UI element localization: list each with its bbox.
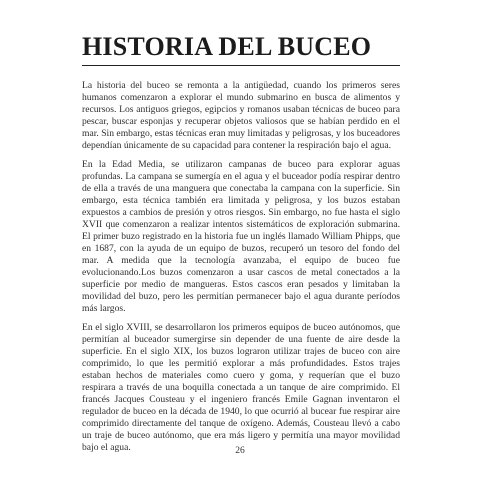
title-divider xyxy=(82,65,400,66)
paragraph-2: En la Edad Media, se utilizaron campanas de buceo para explorar aguas profundas. La campana se sumergía en el agua y el buceador podía respirar dentro de ella a través de una manguera que conectaba la campana con la superficie. Sin embargo, esta técnica también era limitada y peligrosa, y los buzos estaban expuestos a cambios de presión y otros riesgos. Sin embargo, no fue hasta el siglo XVII que comenzaron a realizar intentos sistemáticos de exploración submarina. El primer buzo registrado en la historia fue un inglés llamado William Phipps, que en 1687, con la ayuda de un equipo de buzos, recuperó un tesoro del fondo del mar. A medida que la tecnología avanzaba, el equipo de buceo fue evolucionando.Los buzos comenzaron a usar cascos de metal conectados a la superficie por medio de mangueras. Estos cascos eran pesados y limitaban la movilidad del buzo, pero les permitían permanecer bajo el agua durante períodos más largos. xyxy=(82,159,400,314)
page-number: 26 xyxy=(235,446,245,456)
page-title: HISTORIA DEL BUCEO xyxy=(82,32,372,61)
article-body xyxy=(82,80,400,461)
paragraph-3: En el siglo XVIII, se desarrollaron los primeros equipos de buceo autónomos, que permitían al buceador sumergirse sin depender de una fuente de aire desde la superficie. En el siglo XIX, los buzos lograron utilizar trajes de buceo con aire comprimido, lo que les permitió explorar a más profundidades. Estos trajes estaban hechos de materiales como cuero y goma, y requerían que el buzo respirara a través de una boquilla conectada a un tanque de aire comprimido. El francés Jacques Cousteau y el ingeniero francés Emile Gagnan inventaron el regulador de buceo en la década de 1940, lo que ocurrió al bucear fue respirar aire comprimido directamente del tanque de oxígeno. Además, Cousteau llevó a cabo un traje de buceo autónomo, que era más ligero y permitía una mayor movilidad bajo el agua. xyxy=(82,322,400,453)
paragraph-1: La historia del buceo se remonta a la antigüedad, cuando los primeros seres humanos comenzaron a explorar el mundo submarino en busca de alimentos y recursos. Los antiguos griegos, egipcios y romanos usaban técnicas de buceo para pescar, buscar esponjas y recuperar objetos valiosos que se habían perdido en el mar. Sin embargo, estas técnicas eran muy limitadas y peligrosas, y los buceadores dependían únicamente de su capacidad para contener la respiración bajo el agua. xyxy=(82,80,400,151)
